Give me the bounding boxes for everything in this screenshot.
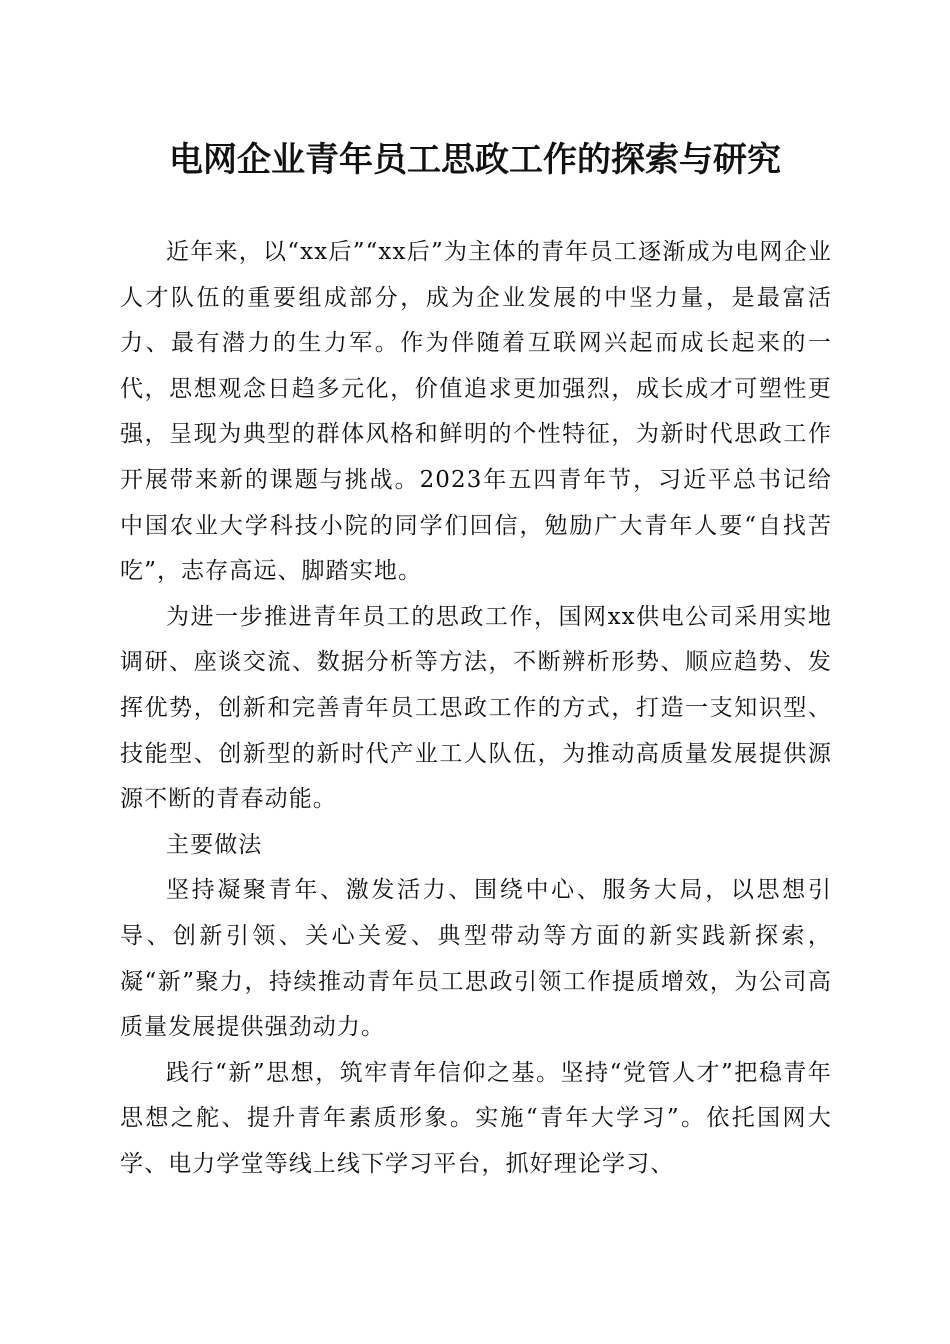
- paragraph-intro: 近年来，以“xx后”“xx后”为主体的青年员工逐渐成为电网企业人才队伍的重要组成部分，成为企业发展的中坚力量，是最富活力、最有潜力的生力军。作为伴随着互联网兴起而成长起来的一代，思想观念日趋多元化，价值追求更加强烈，成长成才可塑性更强，呈现为典型的群体风格和鲜明的个性特征，为新时代思政工作开展带来新的课题与挑战。2023年五四青年节，习近平总书记给中国农业大学科技小院的同学们回信，勉励广大青年人要“自找苦吃”，志存高远、脚踏实地。: [120, 239, 832, 585]
- section-heading-main-practices: 主要做法: [166, 831, 263, 858]
- paragraph-purpose: 为进一步推进青年员工的思政工作，国网xx供电公司采用实地调研、座谈交流、数据分析等方法，不断辨析形势、顺应趋势、发挥优势，创新和完善青年员工思政工作的方式，打造一支知识型、技能型、创新型的新时代产业工人队伍，为推动高质量发展提供源源不断的青春动能。: [120, 603, 832, 813]
- paragraph-new-thought: 践行“新”思想，筑牢青年信仰之基。坚持“党管人才”把稳青年思想之舵、提升青年素质形象。实施“青年大学习”。依托国网大学、电力学堂等线上线下学习平台，抓好理论学习、: [120, 1059, 832, 1177]
- document-title: 电网企业青年员工思政工作的探索与研究: [169, 140, 781, 180]
- document-body: [120, 230, 832, 1187]
- paragraph-overview: 坚持凝聚青年、激发活力、围绕中心、服务大局，以思想引导、创新引领、关心关爱、典型带动等方面的新实践新探索，凝“新”聚力，持续推动青年员工思政引领工作提质增效，为公司高质量发展提供强劲动力。: [120, 877, 832, 1041]
